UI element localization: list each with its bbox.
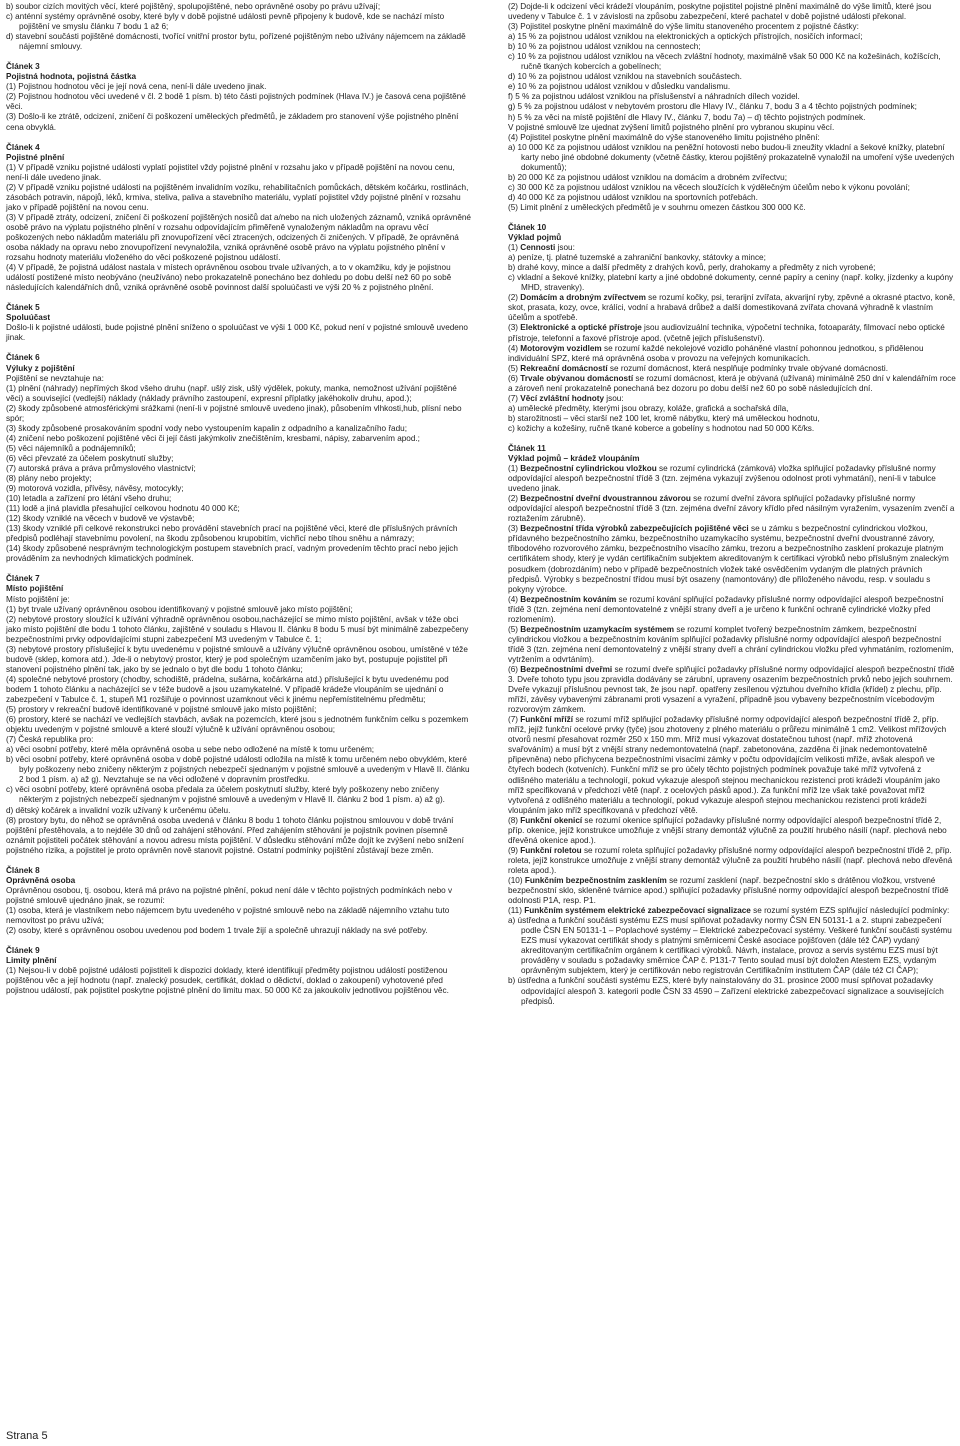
article-title: Výklad pojmů — [508, 233, 562, 243]
paragraph: (2) Domácím a drobným zvířectvem se rozumí kočky, psi, terarijní zvířata, akvarijní ryby, zpěvné a okrasné ptactvo, koně, skot, prasata, kozy, ovce, králíci, vodní a hrabavá drůbež a další domestikovaná zvířata chovaná výhradně k vlastním účelům a spotřebě. — [508, 293, 956, 323]
paragraph: (1) osoba, která je vlastníkem nebo nájemcem bytu uvedeného v pojistné smlouvě nebo na základě nájemního vztahu tuto nemovitost po právu užívá; — [6, 905, 450, 925]
list-item: b) věci osobní potřeby, které oprávněná osoba v době pojistné události odložila na místě k tomu určeném nebo obvyklém, které byly poškozeny nebo zničeny některým z pojistných nebezpečí sjednaným v pojistné smlouvě a uvedeným v Hlavě II. článku 2 bod 1 písm. a) až g). Nevztahuje se na věci odložené v dopravním prostředku. — [6, 755, 470, 785]
article-title: Limity plnění — [6, 956, 57, 966]
list-item: d) stavební součásti pojištěné domácnosti, tvořící vnitřní prostor bytu, pořízené pojištěným nebo užívány nájemcem na základě nájemní smlouvy. — [6, 32, 466, 52]
paragraph: (5) Limit plnění z uměleckých předmětů je v souhrnu omezen částkou 300 000 Kč. — [508, 202, 806, 212]
paragraph: (9) Funkční roletou se rozumí roleta splňující požadavky příslušné normy odpovídající alespoň bezpečnostní třídě 2, příp. roleta, jejíž konstrukce umožňuje z vnější strany demontáž výlučně za použití hrubého násilí (např. plechová nebo dřevěná roleta apod.). — [508, 845, 953, 875]
paragraph: (10) letadla a zařízení pro létání všeho druhu; — [6, 494, 172, 504]
term-highlight: Funkčním systémem elektrické zabezpečovací signalizace — [524, 906, 751, 916]
paragraph: (5) věci nájemníků a podnájemníků; — [6, 443, 136, 453]
paragraph: (4) společné nebytové prostory (chodby, schodiště, prádelna, sušárna, kočárkárna atd.) příslušející k bytu uvedenému pod bodem 1 tohoto článku a nacházející se v téže budově a jsou uzamykatelné. V případě krádeže vloupáním se ujednání o zabezpečení v Tabulce č. 1, stupeň M1 rozšiřuje o povinnost uzamknout věci k jinému nepřemístitelnému předmětu; — [6, 674, 449, 704]
article-number: Článek 5 — [6, 303, 40, 313]
paragraph: (2) Dojde-li k odcizení věci krádeží vloupáním, poskytne pojistitel pojistné plnění maximálně do výše limitů, které jsou uvedeny v Tabulce č. 1 v závislosti na způsobu zabezpečení, které pachatel v době pojistné události překonal. — [508, 2, 932, 22]
paragraph: (1) byt trvale užívaný oprávněnou osobou identifikovaný v pojistné smlouvě jako místo pojištění; — [6, 604, 353, 614]
paragraph: (7) Funkční mříží se rozumí mříž splňující požadavky příslušné normy odpovídající alespoň bezpečnostní třídě 2, příp. mříž, jejíž funkční ocelové prvky (tyče) jsou zhotoveny z plného materiálu o průřezu minimálně 1 cm2. Velikost mřížových otvorů nesmí přesahovat rozměr 250 x 150 mm. Mříž musí vykazovat dostatečnou tuhost (např. mříž zhotovená svařováním) a musí být z vnější strany nedemontovatelná (např. zabetonována, zazděna či jinak nedemontovatelně připevněna) nebo přichycena bezpečnostními visacími zámky v počtu odpovídajícím velikosti mříže, avšak alespoň ve čtyřech bodech (kotveních). Funkční mříž se pro účely těchto pojistných podmínek považuje také mříž vytvořená z odlišného materiálu a technologií, pokud vykazuje alespoň stejnou mechanickou rezistenci proti krádeži vloupáním jako mříž specifikovaná v předchozí větě (např. z ocelových pásků apod.). Za funkční mříž lze však také považovat mříž vytvořená z odlišného materiálu a technologií, pokud vykazuje alespoň stejnou mechanickou rezistenci proti krádeži vloupáním jako mříž specifikovaná v předchozí větě. — [508, 715, 947, 815]
article-heading-clanek-6 — [6, 353, 471, 373]
paragraph: Došlo-li k pojistné události, bude pojistné plnění sníženo o spoluúčast ve výši 1 000 Kč, pokud není v pojistné smlouvě uvedeno jinak. — [6, 323, 468, 343]
list-item: a) 15 % za pojistnou událost vzniklou na elektronických a optických přístrojích, nosičích informací; — [508, 32, 863, 42]
paragraph: (2) osoby, které s oprávněnou osobou uvedenou pod bodem 1 trvale žijí a společně uhrazují náklady na své potřeby. — [6, 926, 428, 936]
paragraph: (13) škody vzniklé při celkové rekonstrukci nebo provádění stavebních prací na pojištěné věci, které dle příslušných právních předpisů podléhají stavebnímu povolení, na škodu způsobenou krupobitím, vichřicí nebo tíhou sněhu a námrazy; — [6, 524, 458, 544]
article-number: Článek 7 — [6, 574, 40, 584]
paragraph: V pojistné smlouvě lze ujednat zvýšení limitů pojistného plnění pro vybranou skupinu věcí. — [508, 122, 835, 132]
paragraph: (2) Pojistnou hodnotou věci uvedené v čl. 2 bodě 1 písm. b) této části pojistných podmínek (Hlava IV.) je časová cena pojištěné věci. — [6, 92, 466, 112]
paragraph: Oprávněnou osobou, tj. osobou, která má právo na pojistné plnění, pokud není dále v těchto pojistných podmínkách nebo v pojistné smlouvě ujednáno jinak, se rozumí: — [6, 885, 453, 905]
paragraph: (8) prostory bytu, do něhož se oprávněná osoba uvedená v článku 8 bodu 1 tohoto článku pojistnou smlouvou v době trvání pojištění přestěhovala, a to nejdéle 30 dnů od zahájení stěhování. Před zahájením stěhování je pojistník povinen písemně oznámit pojistiteli počátek stěhování a novou adresu místa pojištění. V důsledku stěhování může dojít ke zvýšení nebo snížení pojistného rizika, a pojistitel je proto oprávněn nově stanovit pojistné. Ostatní podmínky pojištění zůstávají beze změn. — [6, 815, 464, 855]
term-highlight: Rekreační domácností — [520, 363, 608, 373]
paragraph: (6) Bezpečnostními dveřmi se rozumí dveře splňující požadavky příslušné normy odpovídající alespoň bezpečnostní třídě 3. Dveře tohoto typu jsou zpravidla dodávány se zárubní, upraveny osazením bezpečnostních prvků nebo jejich souhrnem. Dveře vykazují příslušnou pevnost tak, že jsou např. opatřeny zesílenou výztuhou dveřního křídla (křídel) z plechu, příp. mříží, závěsy vybavenými zábranami proti vysazení a vyražení, případně jsou vybaveny bezpečnostním vícebodovým rozvorovým zámkem. — [508, 665, 955, 715]
paragraph: (3) nebytové prostory příslušející k bytu uvedenému v pojistné smlouvě a užívány výlučně oprávněnou osobou, umístěné v téže budově (sklep, komora atd.). Jde-li o nebytový prostor, který je pod společným uzamčením jako byt, postupuje pojistitel při stanovení pojistného plnění tak, jako by se jednalo o byt dle bodu 1 tohoto článku; — [6, 644, 468, 674]
paragraph: (3) V případě ztráty, odcizení, zničení či poškození pojištěných nosičů dat a/nebo na nich uložených záznamů, vzniká oprávněné osobě právo na výplatu pojistného plnění v rozsahu odpovídajícím přiměřeně vynaloženým nákladům na opravu věcí poškozených nebo nákladům materiálu při znovupořízení věcí ztracených, odcizených či zničených. V případě, že oprávněná osoba náklady na opravu nebo znovupořízení nevynaložila, vzniká oprávněné osobě právo na výplatu pojistného plnění v rozsahu hodnoty materiálu vloženého do věci poškozené pojistnou událostí. — [6, 212, 471, 263]
list-item: a) umělecké předměty, kterými jsou obrazy, koláže, grafická a sochařská díla, — [508, 403, 789, 413]
term-highlight: Funkčním bezpečnostním zasklením — [524, 875, 667, 885]
article-number: Článek 10 — [508, 222, 547, 232]
paragraph: (8) plány nebo projekty; — [6, 474, 92, 484]
article-heading-clanek-4 — [6, 143, 471, 163]
article-number: Článek 6 — [6, 353, 40, 363]
list-item: a) 10 000 Kč za pojistnou událost vzniklou na peněžní hotovosti nebo budou-li zneužity vkladní a šekové knížky, platební karty nebo jiné obdobné dokumenty (včetně částky, kterou pojištěný prokazatelně vynaložil na umoření výše uvedených dokumentů); — [508, 142, 955, 172]
paragraph: (3) Bezpečnostní třída výrobků zabezpečujících pojištěné věci se u zámku s bezpečnostní cylindrickou vložkou, přídavného bezpečnostního zámku, bezpečnostního uzamykacího systému, bezpečnostní dveřní dvoustranné závory, třibodového rozvorového zámku, bezpečnostního visacího zámku, trezoru a bezpečnostního zasklení prokazuje platným certifikátem shody, který je vydán certifikačním subjektem akreditovaným k certifikaci výrobků nebo příslušným znaleckým posudkem (dobrozdáním) nebo v případě bezpečnostních vložek také osvědčením vydaným dle platných právních předpisů. Výrobky s bezpečnostní třídou musí být osazeny (namontovány) dle přiloženého návodu, resp. v souladu s pokyny výrobce. — [508, 524, 949, 594]
list-item: g) 5 % za pojistnou událost v nebytovém prostoru dle Hlavy IV., článku 7, bodu 3 a 4 těchto pojistných podmínek; — [508, 102, 917, 112]
list-item: c) kožichy a kožešiny, ručně tkané koberce a gobelíny s hodnotou nad 50 000 Kč/ks. — [508, 423, 815, 433]
term-highlight: Bezpečnostním kováním — [520, 594, 617, 604]
term-highlight: Funkční okenicí — [520, 815, 583, 825]
left-column — [6, 2, 471, 996]
list-item: c) 30 000 Kč za pojistnou událost vzniklou na věcech sloužících k výdělečným účelům nebo k výkonu povolání; — [508, 182, 910, 192]
paragraph: (4) Motorovým vozidlem se rozumí každé nekolejové vozidlo poháněné vlastní pohonnou jednotkou, s přidělenou individuální SPZ, které má oprávněná osoba v provozu na veřejných komunikacích. — [508, 343, 924, 363]
article-heading-clanek-3 — [6, 62, 471, 82]
term-highlight: Cennosti — [520, 243, 556, 253]
list-item: b) drahé kovy, mince a další předměty z drahých kovů, perly, drahokamy a předměty z nich vyrobené; — [508, 263, 876, 273]
list-item: d) dětský kočárek a invalidní vozík užívaný k určenému účelu. — [6, 805, 231, 815]
paragraph: (1) Pojistnou hodnotou věci je její nová cena, není-li dále uvedeno jinak. — [6, 82, 267, 92]
paragraph: Pojištění se nevztahuje na: — [6, 373, 104, 383]
paragraph: (3) Pojistitel poskytne plnění maximálně do výše limitu stanoveného procentem z pojistné částky: — [508, 22, 859, 32]
list-item: b) starožitnosti – věci starší než 100 let, kromě nábytku, který má uměleckou hodnotu, — [508, 413, 820, 423]
term-highlight: Funkční roletou — [520, 845, 582, 855]
paragraph: (1) Bezpečnostní cylindrickou vložkou se rozumí cylindrická (zámková) vložka splňující požadavky příslušné normy odpovídající alespoň bezpečnostní třídě 3 (tzn. zejména vykazují zvýšenou odolnost proti vyhmatání), není-li v tabulce uvedeno jinak. — [508, 464, 936, 494]
article-title: Výklad pojmů – krádež vloupáním — [508, 454, 640, 464]
list-item: h) 5 % za věci na místě pojištění dle Hlavy IV., článku 7, bodu 7a) – d) těchto pojistných podmínek. — [508, 112, 866, 122]
list-item: c) anténní systémy oprávněné osoby, které byly v době pojistné události pevně připojeny k budově, kde se nachází místo pojištění ve smyslu článku 7 bodu 1 až 6; — [6, 12, 445, 32]
article-heading-clanek-11 — [508, 444, 958, 464]
paragraph: (5) Rekreační domácností se rozumí domácnost, která nesplňuje podmínky trvale obývané domácnosti. — [508, 363, 888, 373]
list-item: b) 10 % za pojistnou událost vzniklou na cennostech; — [508, 42, 701, 52]
paragraph: (3) Elektronické a optické přístroje jsou audiovizuální technika, výpočetní technika, fotoaparáty, filmovací nebo optické přístroje, telefonní a faxové přístroje apod. (včetně jejich příslušenství). — [508, 323, 945, 343]
paragraph: (12) škody vzniklé na věcech v budově ve výstavbě; — [6, 514, 195, 524]
term-highlight: Bezpečnostními dveřmi — [520, 665, 613, 674]
paragraph: (6) Trvale obývanou domácností se rozumí domácnost, která je obývaná (užívaná) minimálně 250 dní v kalendářním roce a zároveň není prokazatelně ponechaná bez dozoru po dobu delší než 60 po sobě následujících dní. — [508, 373, 956, 393]
page-number: Strana 5 — [6, 1430, 48, 1442]
article-heading-clanek-8 — [6, 866, 471, 886]
list-item: a) peníze, tj. platné tuzemské a zahraniční bankovky, státovky a mince; — [508, 253, 766, 263]
term-highlight: Bezpečnostní dveřní dvoustrannou závorou — [520, 494, 691, 504]
article-title: Pojistné plnění — [6, 152, 65, 162]
list-item: c) věci osobní potřeby, které oprávněná osoba předala za účelem poskytnutí služby, které byly poškozeny nebo zničeny některým z pojistných nebezpečí sjednaným v pojistné smlouvě a uvedeným v Hlavě II. článku 2 bod 1 písm. a) až g). — [6, 785, 445, 805]
article-number: Článek 9 — [6, 946, 40, 956]
article-title: Oprávněná osoba — [6, 875, 76, 885]
paragraph: (2) V případě vzniku pojistné události na pojištěném invalidním vozíku, rehabilitačních pomůckách, dětském kočárku, rostlinách, zásobách potravin, nápojů, léků, krmiva, steliva, paliva a stavebního materiálu, vyplatí pojistitel vždy pojistné plnění v rozsahu jako v případě pojištění na novou cenu. — [6, 182, 469, 212]
paragraph: (14) škody způsobené nesprávným technologickým postupem stavebních prací, vadným provedením těchto prací nebo jejich prováděním za nevhodných klimatických podmínek. — [6, 544, 458, 564]
paragraph: (11) lodě a jiná plavidla přesahující celkovou hodnotu 40 000 Kč; — [6, 504, 240, 514]
paragraph: (2) Bezpečnostní dveřní dvoustrannou závorou se rozumí dveřní závora splňující požadavky příslušné normy odpovídající alespoň bezpečnostní třídě 3 (tzn. zejména dveřní závory křídlo před násilným vyražením, vysazením zvenčí a roztažením zárubně). — [508, 494, 955, 524]
paragraph: (4) Pojistitel poskytne plnění maximálně do výše stanoveného limitu pojistného plnění: — [508, 132, 820, 142]
list-item: c) vkladní a šekové knížky, platební karty a jiné obdobné dokumenty, cenné papíry a ceniny (např. kolky, jízdenky a kupóny MHD, stravenky). — [508, 273, 954, 293]
article-title: Výluky z pojištění — [6, 363, 75, 373]
list-item: d) 40 000 Kč za pojistnou událost vzniklou na sportovních potřebách. — [508, 192, 758, 202]
paragraph: (7) autorská práva a práva průmyslového vlastnictví; — [6, 463, 196, 473]
paragraph: (2) nebytové prostory sloužící k užívání výhradně oprávněnou osobou,nacházející se mimo místo pojištění, avšak v téže obci jako místo pojištění dle bodu 1 tohoto článku, zajištěné v souladu s Hlavou II. článku 8 bodu 5 musí být minimálně zabezpečeny bezpečnostními prvky odpovídajícími stupni zabezpečení M3 uvedeným v Tabulce č. 1; — [6, 614, 469, 644]
paragraph: Místo pojištění je: — [6, 594, 70, 604]
term-highlight: Bezpečnostní cylindrickou vložkou — [520, 464, 657, 474]
article-number: Článek 4 — [6, 142, 40, 152]
paragraph: (1) V případě vzniku pojistné události vyplatí pojistitel vždy pojistné plnění v rozsahu jako v případě pojištění na novou cenu, není-li dále uvedeno jinak. — [6, 162, 455, 182]
paragraph: (9) motorová vozidla, přívěsy, návěsy, motocykly; — [6, 484, 184, 494]
list-item: f) 5 % za pojistnou událost vzniklou na příslušenství a náhradních dílech vozidel. — [508, 92, 800, 102]
term-highlight: Funkční mříží — [520, 715, 574, 725]
term-highlight: Motorovým vozidlem — [520, 343, 602, 353]
right-column — [508, 2, 958, 1007]
list-item: a) věci osobní potřeby, které měla oprávněná osoba u sebe nebo odložené na místě k tomu určeném; — [6, 745, 375, 755]
paragraph: (2) škody způsobené atmosférickými srážkami (není-li v pojistné smlouvě uvedeno jinak), působením vlhkosti,hub, plísní nebo spór; — [6, 403, 462, 423]
paragraph: (7) Věcí zvláštní hodnoty jsou: — [508, 393, 624, 403]
paragraph: (5) Bezpečnostním uzamykacím systémem se rozumí komplet tvořený bezpečnostním zámkem, bezpečnostní cylindrickou vložkou a bezpečnostním kováním splňující požadavky příslušné normy odpovídající alespoň bezpečnostní třídě 3 (tzn. zejména není demontovatelný z vnější strany dveří a chrání cylindrickou vložku před vyhmatáním, rozlomením, vytržením a odvrtáním). — [508, 624, 954, 664]
list-item: b) soubor cizích movitých věcí, které pojištěný, spolupojištěné, nebo oprávněné osoby po právu užívají; — [6, 2, 381, 11]
paragraph: (1) Cennosti jsou: — [508, 243, 575, 253]
article-number: Článek 11 — [508, 443, 546, 453]
article-title: Pojistná hodnota, pojistná částka — [6, 72, 137, 82]
term-highlight: Věcí zvláštní hodnoty — [520, 393, 604, 403]
article-heading-clanek-5 — [6, 303, 471, 323]
list-item: c) 10 % za pojistnou událost vzniklou na věcech zvláštní hodnoty, maximálně však 50 000 Kč na kožešinách, kožíšcích, ručně tkaných kobercích a gobelínech; — [508, 52, 941, 72]
paragraph: (4) V případě, že pojistná událost nastala v místech oprávněnou osobou trvale užívaných, a to v okamžiku, kdy je pojistnou událostí postižené místo neobýváno (neužíváno) nebo prokazatelně ponecháno bez dohledu po dobu delší než 60 po sobě následujících kalendářních dnů, vzniká oprávněné osobě povinnost další spoluúčasti ve výši 20 % z pojistného plnění. — [6, 263, 452, 293]
article-title: Místo pojištění — [6, 584, 64, 594]
term-highlight: Domácím a drobným zvířectvem — [520, 293, 646, 303]
paragraph: (10) Funkčním bezpečnostním zasklením se rozumí zasklení (např. bezpečnostní sklo s drátěnou vložkou, vrstvené bezpečnostní sklo, skleněné tvárnice apod.) splňující požadavky příslušné normy odpovídající alespoň bezpečnostní třídě odolnosti P1A, resp. P1. — [508, 875, 949, 906]
paragraph: (7) Česká republika pro: — [6, 735, 94, 745]
article-heading-clanek-7 — [6, 574, 471, 594]
list-item: b) ústředna a funkční součásti systému EZS, které byly nainstalovány do 31. prosince 2000 musí splňovat požadavky odpovídající alespoň 3. kategorii podle ČSN 33 4590 – Zařízení elektrické zabezpečovací signalizace a souvisejících předpisů. — [508, 976, 944, 1006]
article-number: Článek 3 — [6, 62, 40, 72]
paragraph: (11) Funkčním systémem elektrické zabezpečovací signalizace se rozumí systém EZS splňující následující podmínky: — [508, 906, 950, 916]
term-highlight: Trvale obývanou domácností — [520, 373, 634, 383]
article-number: Článek 8 — [6, 865, 40, 875]
paragraph: (6) prostory, které se nachází ve vedlejších stavbách, avšak na pozemcích, které jsou s jednotném funkčním celku s pozemkem objektu uvedeným v pojistné smlouvě a které slouží výlučně k užívání oprávněnou osobou; — [6, 715, 469, 735]
paragraph: (1) Nejsou-li v době pojistné události pojistiteli k dispozici doklady, které identifikují předměty pojistnou událostí postiženou pojištěnou věc a její hodnotu (např. znalecký posudek, certifikát, doklad o dědictví, doklad o zakoupení) vyhotovené před pojistnou událostí, pak pojistitel poskytne pojistné plnění do limitu max. 50 000 Kč za jakoukoliv jednotlivou pojištěnou věc. — [6, 966, 449, 996]
list-item: d) 10 % za pojistnou událost vzniklou na stavebních součástech. — [508, 72, 742, 82]
article-heading-clanek-10 — [508, 223, 958, 243]
term-highlight: Bezpečnostní třída výrobků zabezpečujících pojištěné věci — [520, 524, 749, 534]
paragraph: (3) škody způsobené prosakováním spodní vody nebo vystoupením kapalin z odpadního a kanalizačního řadu; — [6, 423, 407, 433]
paragraph: (6) věci převzaté za účelem poskytnutí služby; — [6, 453, 174, 463]
paragraph: (4) Bezpečnostním kováním se rozumí kování splňující požadavky příslušné normy odpovídající alespoň bezpečnostní třídě 3 (tzn. zejména není demontovatelné z vnější strany dveří a je určeno k funkční ochraně cylindrické vložky před rozlomením). — [508, 594, 944, 624]
article-heading-clanek-9 — [6, 946, 471, 966]
term-highlight: Elektronické a optické přístroje — [520, 323, 642, 333]
paragraph: (4) zničení nebo poškození pojištěné věci či její části jakýmkoliv znečištěním, kresbami, nápisy, zabarvením apod.; — [6, 433, 420, 443]
paragraph: (3) Došlo-li ke ztrátě, odcizení, zničení či poškození uměleckých předmětů, je základem pro stanovení výše pojistného plnění cena obvyklá. — [6, 112, 459, 132]
list-item: e) 10 % za pojistnou událost vzniklou v důsledku vandalismu. — [508, 82, 731, 92]
term-highlight: Bezpečnostním uzamykacím systémem — [520, 624, 675, 634]
article-title: Spoluúčast — [6, 313, 51, 323]
list-item: b) 20 000 Kč za pojistnou událost vzniklou na domácím a drobném zvířectvu; — [508, 172, 787, 182]
paragraph: (5) prostory v rekreační budově identifikované v pojistné smlouvě jako místo pojištění; — [6, 705, 317, 715]
paragraph: (8) Funkční okenicí se rozumí okenice splňující požadavky příslušné normy odpovídající alespoň bezpečnostní třídě 2, příp. okenice, jejíž konstrukce umožňuje z vnější strany demontáž výlučně za použití hrubého násilí (např. plechová nebo dřevěná okenice apod.). — [508, 815, 947, 845]
list-item: a) ústředna a funkční součásti systému EZS musí splňovat požadavky normy ČSN EN 50131-1 a 2. stupni zabezpečení podle ČSN EN 50131-1 – Poplachové systémy – Elektrické zabezpečovací systémy. Veškeré funkční součásti systému EZS musí vykazovat certifikát shody s platnými směrnicemi České asociace pojišťoven (dále též ČAP) vydaný akreditovaným certifikačním orgánem k certifikaci výrobků. Návrh, instalace, provoz a servis systému EZS musí být prováděny v souladu s požadavky směrnice ČAP č. P131-7 Tento soulad musí být doložen Atestem EZS, vydaným oprávněným subjektem, který je certifikován nebo registrován Certifikačním institutem ČAP (dále též CI ČAP); — [508, 916, 952, 976]
paragraph: (1) plnění (náhrady) nepřímých škod všeho druhu (např. ušlý zisk, ušlý výdělek, pokuty, manka, nemožnost užívání pojištěné věci) a související (vedlejší) náklady (náklady právního zastoupení, expresní příplatky jakéhokoliv druhu, apod.); — [6, 383, 457, 403]
